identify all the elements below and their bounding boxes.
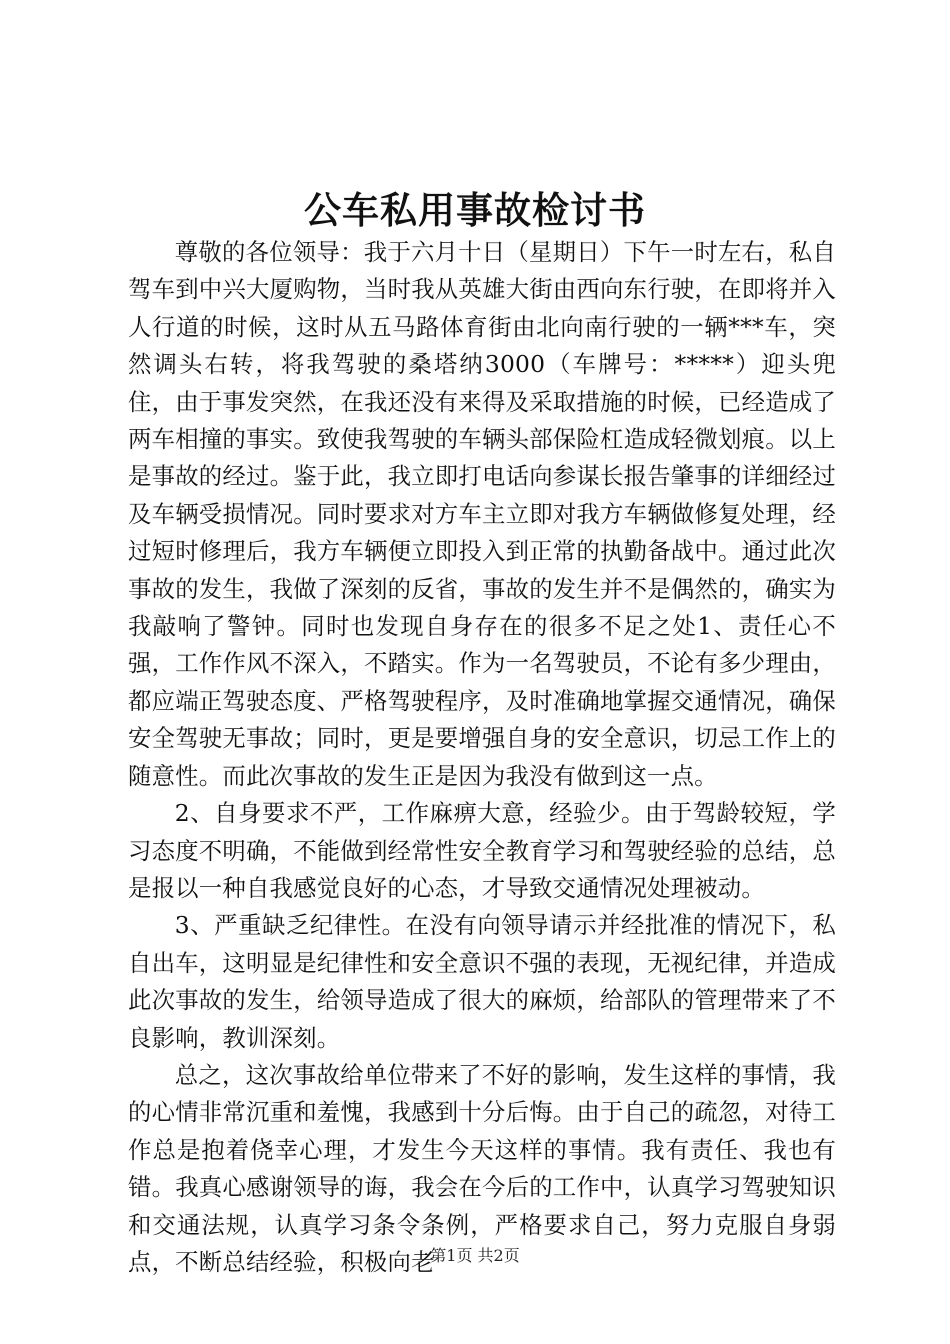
paragraph-1: 尊敬的各位领导：我于六月十日（星期日）下午一时左右，私自驾车到中兴大厦购物，当时我从英雄大街由西向东行驶，在即将并入人行道的时候，这时从五马路体育街由北向南行驶的一辆***车，突然调头右转，将我驾驶的桑塔纳3000（车牌号：*****）迎头兜住，由于事发突然，在我还没有来得及采取措施的时候，已经造成了两车相撞的事实。致使我驾驶的车辆头部保险杠造成轻微划痕。以上是事故的经过。鉴于此，我立即打电话向参谋长报告肇事的详细经过及车辆受损情况。同时要求对方车主立即对我方车辆做修复处理，经过短时修理后，我方车辆便立即投入到正常的执勤备战中。通过此次事故的发生，我做了深刻的反省，事故的发生并不是偶然的，确实为我敲响了警钟。同时也发现自身存在的很多不足之处1、责任心不强，工作作风不深入，不踏实。作为一名驾驶员，不论有多少理由，都应端正驾驶态度、严格驾驶程序，及时准确地掌握交通情况，确保安全驾驶无事故；同时，更是要增强自身的安全意识，切忌工作上的随意性。而此次事故的发生正是因为我没有做到这一点。 — [128, 238, 836, 790]
paragraph-3: 3、严重缺乏纪律性。在没有向领导请示并经批准的情况下，私自出车，这明显是纪律性和安全意识不强的表现，无视纪律，并造成此次事故的发生，给领导造成了很大的麻烦，给部队的管理带来了不良影响，教训深刻。 — [128, 911, 836, 1052]
paragraph-2: 2、自身要求不严，工作麻痹大意，经验少。由于驾龄较短，学习态度不明确，不能做到经常性安全教育学习和驾驶经验的总结，总是报以一种自我感觉良好的心态，才导致交通情况处理被动。 — [128, 799, 836, 902]
page-footer: 第1页 共2页 — [430, 1246, 520, 1265]
paragraph-4: 总之，这次事故给单位带来了不好的影响，发生这样的事情，我的心情非常沉重和羞愧，我感到十分后悔。由于自己的疏忽，对待工作总是抱着侥幸心理，才发生今天这样的事情。我有责任、我也有错。我真心感谢领导的诲，我会在今后的工作中，认真学习驾驶知识和交通法规，认真学习条令条例，严格要求自己，努力克服自身弱点，不断总结经验，积极向老 — [128, 1060, 836, 1276]
document-body — [128, 234, 836, 1281]
document-title: 公车私用事故检讨书 — [304, 188, 646, 232]
